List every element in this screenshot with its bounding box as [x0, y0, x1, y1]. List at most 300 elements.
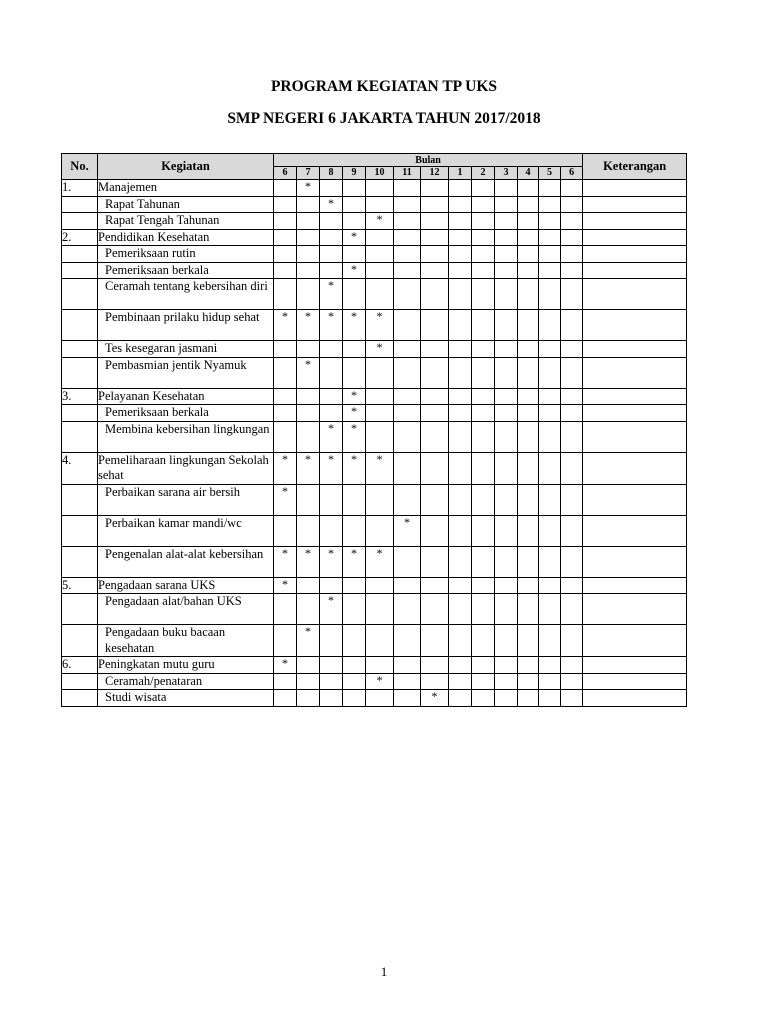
schedule-cell [561, 673, 583, 690]
schedule-cell [297, 196, 320, 213]
schedule-cell [297, 484, 320, 515]
schedule-cell [421, 673, 449, 690]
row-number [62, 310, 98, 341]
schedule-cell [366, 690, 394, 707]
schedule-cell [449, 310, 472, 341]
schedule-cell [274, 196, 297, 213]
schedule-cell [539, 341, 561, 358]
schedule-cell [539, 657, 561, 674]
table-row [62, 515, 687, 546]
table-row [62, 213, 687, 230]
schedule-cell [495, 341, 518, 358]
schedule-mark: * [320, 452, 343, 484]
schedule-cell [472, 515, 495, 546]
schedule-cell [366, 577, 394, 594]
notes-cell [583, 405, 687, 422]
table-row [62, 625, 687, 657]
header-month: 8 [320, 167, 343, 180]
table-row [62, 229, 687, 246]
activity-name: Pengenalan alat-alat kebersihan [98, 546, 274, 577]
schedule-cell [421, 546, 449, 577]
schedule-cell [495, 594, 518, 625]
header-month: 7 [297, 167, 320, 180]
schedule-cell [495, 279, 518, 310]
header-no: No. [62, 154, 98, 180]
table-row [62, 388, 687, 405]
row-number [62, 421, 98, 452]
schedule-cell [320, 213, 343, 230]
header-month: 6 [274, 167, 297, 180]
schedule-cell [343, 515, 366, 546]
schedule-mark: * [343, 405, 366, 422]
notes-cell [583, 690, 687, 707]
row-number [62, 341, 98, 358]
schedule-cell [421, 246, 449, 263]
schedule-cell [366, 625, 394, 657]
schedule-cell [366, 388, 394, 405]
schedule-cell [274, 594, 297, 625]
schedule-cell [539, 452, 561, 484]
schedule-cell [366, 357, 394, 388]
schedule-mark: * [343, 229, 366, 246]
schedule-cell [449, 246, 472, 263]
notes-cell [583, 452, 687, 484]
schedule-cell [539, 673, 561, 690]
schedule-cell [394, 594, 421, 625]
schedule-cell [561, 546, 583, 577]
schedule-cell [449, 546, 472, 577]
schedule-cell [394, 229, 421, 246]
schedule-cell [561, 452, 583, 484]
schedule-mark: * [320, 594, 343, 625]
schedule-cell [366, 196, 394, 213]
schedule-cell [518, 196, 539, 213]
schedule-cell [394, 341, 421, 358]
schedule-cell [394, 262, 421, 279]
schedule-cell [343, 625, 366, 657]
schedule-cell [449, 262, 472, 279]
table-row [62, 405, 687, 422]
header-month: 5 [539, 167, 561, 180]
schedule-cell [561, 657, 583, 674]
schedule-cell [297, 341, 320, 358]
row-number [62, 279, 98, 310]
schedule-mark: * [421, 690, 449, 707]
schedule-cell [518, 180, 539, 197]
schedule-cell [472, 673, 495, 690]
schedule-cell [274, 625, 297, 657]
schedule-cell [274, 341, 297, 358]
activity-name: Pembasmian jentik Nyamuk [98, 357, 274, 388]
schedule-cell [394, 357, 421, 388]
schedule-cell [421, 357, 449, 388]
activity-name: Pengadaan alat/bahan UKS [98, 594, 274, 625]
schedule-cell [561, 341, 583, 358]
schedule-cell [495, 452, 518, 484]
schedule-cell [495, 357, 518, 388]
schedule-cell [449, 388, 472, 405]
table-row [62, 421, 687, 452]
schedule-cell [449, 229, 472, 246]
document-title: PROGRAM KEGIATAN TP UKS [270, 78, 498, 95]
schedule-cell [297, 405, 320, 422]
notes-cell [583, 341, 687, 358]
schedule-cell [343, 341, 366, 358]
activity-name: Rapat Tengah Tahunan [98, 213, 274, 230]
schedule-cell [297, 690, 320, 707]
schedule-cell [472, 546, 495, 577]
schedule-mark: * [343, 388, 366, 405]
row-number: 3. [62, 388, 98, 405]
schedule-cell [539, 388, 561, 405]
schedule-cell [394, 452, 421, 484]
schedule-cell [449, 196, 472, 213]
schedule-cell [274, 357, 297, 388]
schedule-cell [495, 388, 518, 405]
schedule-cell [394, 213, 421, 230]
schedule-cell [394, 625, 421, 657]
row-number: 4. [62, 452, 98, 484]
schedule-mark: * [366, 341, 394, 358]
schedule-cell [518, 546, 539, 577]
schedule-cell [421, 421, 449, 452]
schedule-cell [539, 546, 561, 577]
schedule-cell [394, 484, 421, 515]
schedule-cell [449, 690, 472, 707]
row-number [62, 262, 98, 279]
schedule-cell [320, 515, 343, 546]
notes-cell [583, 421, 687, 452]
activity-name: Rapat Tahunan [98, 196, 274, 213]
schedule-cell [449, 484, 472, 515]
activity-name: Pemeriksaan berkala [98, 262, 274, 279]
schedule-cell [421, 341, 449, 358]
schedule-cell [343, 357, 366, 388]
schedule-cell [561, 515, 583, 546]
schedule-cell [495, 180, 518, 197]
schedule-cell [495, 213, 518, 230]
schedule-mark: * [343, 310, 366, 341]
schedule-cell [449, 405, 472, 422]
row-number [62, 625, 98, 657]
schedule-mark: * [320, 310, 343, 341]
row-number [62, 196, 98, 213]
activity-name: Pemeriksaan berkala [98, 405, 274, 422]
schedule-cell [274, 421, 297, 452]
schedule-cell [320, 246, 343, 263]
schedule-cell [343, 673, 366, 690]
header-month: 1 [449, 167, 472, 180]
notes-cell [583, 515, 687, 546]
schedule-cell [449, 180, 472, 197]
schedule-cell [561, 279, 583, 310]
schedule-cell [343, 279, 366, 310]
schedule-cell [561, 357, 583, 388]
activity-name: Peningkatan mutu guru [98, 657, 274, 674]
schedule-cell [518, 262, 539, 279]
table-row [62, 310, 687, 341]
activity-name: Pengadaan sarana UKS [98, 577, 274, 594]
schedule-cell [274, 405, 297, 422]
schedule-cell [449, 515, 472, 546]
schedule-cell [561, 625, 583, 657]
schedule-mark: * [320, 421, 343, 452]
schedule-cell [274, 262, 297, 279]
schedule-cell [472, 357, 495, 388]
activity-name: Studi wisata [98, 690, 274, 707]
row-number [62, 246, 98, 263]
schedule-cell [421, 213, 449, 230]
schedule-cell [561, 421, 583, 452]
schedule-cell [421, 657, 449, 674]
schedule-cell [343, 577, 366, 594]
schedule-cell [449, 279, 472, 310]
schedule-cell [539, 405, 561, 422]
row-number [62, 213, 98, 230]
activity-name: Pemeliharaan lingkungan Sekolah sehat [98, 452, 274, 484]
schedule-cell [320, 262, 343, 279]
activity-schedule-table [61, 153, 687, 707]
schedule-cell [495, 196, 518, 213]
schedule-cell [320, 625, 343, 657]
schedule-cell [320, 673, 343, 690]
schedule-cell [366, 421, 394, 452]
schedule-mark: * [320, 279, 343, 310]
schedule-mark: * [297, 625, 320, 657]
table-row [62, 673, 687, 690]
schedule-cell [495, 229, 518, 246]
header-month: 3 [495, 167, 518, 180]
schedule-cell [472, 421, 495, 452]
notes-cell [583, 279, 687, 310]
schedule-cell [449, 657, 472, 674]
row-number [62, 594, 98, 625]
notes-cell [583, 546, 687, 577]
schedule-cell [495, 625, 518, 657]
schedule-cell [366, 484, 394, 515]
schedule-mark: * [274, 577, 297, 594]
schedule-cell [472, 229, 495, 246]
activity-name: Perbaikan sarana air bersih [98, 484, 274, 515]
row-number: 1. [62, 180, 98, 197]
schedule-cell [394, 388, 421, 405]
schedule-cell [539, 279, 561, 310]
schedule-cell [421, 515, 449, 546]
schedule-cell [472, 213, 495, 230]
schedule-cell [297, 673, 320, 690]
header-month: 10 [366, 167, 394, 180]
schedule-cell [472, 690, 495, 707]
activity-name: Manajemen [98, 180, 274, 197]
schedule-cell [274, 229, 297, 246]
schedule-cell [297, 246, 320, 263]
notes-cell [583, 246, 687, 263]
schedule-cell [366, 246, 394, 263]
schedule-cell [518, 405, 539, 422]
schedule-cell [449, 594, 472, 625]
schedule-cell [449, 421, 472, 452]
schedule-cell [472, 262, 495, 279]
schedule-cell [561, 310, 583, 341]
schedule-cell [518, 310, 539, 341]
schedule-mark: * [366, 673, 394, 690]
schedule-mark: * [394, 515, 421, 546]
schedule-cell [518, 577, 539, 594]
schedule-cell [343, 246, 366, 263]
row-number [62, 484, 98, 515]
schedule-cell [421, 594, 449, 625]
notes-cell [583, 388, 687, 405]
schedule-cell [297, 515, 320, 546]
schedule-cell [518, 657, 539, 674]
activity-name: Pelayanan Kesehatan [98, 388, 274, 405]
schedule-cell [518, 341, 539, 358]
schedule-cell [495, 246, 518, 263]
schedule-mark: * [297, 452, 320, 484]
schedule-cell [366, 405, 394, 422]
row-number [62, 515, 98, 546]
schedule-cell [421, 388, 449, 405]
table-row [62, 452, 687, 484]
schedule-cell [449, 213, 472, 230]
schedule-cell [421, 196, 449, 213]
schedule-cell [274, 180, 297, 197]
schedule-cell [366, 229, 394, 246]
notes-cell [583, 673, 687, 690]
schedule-cell [449, 452, 472, 484]
schedule-cell [539, 310, 561, 341]
page-number: 1 [380, 964, 388, 979]
activity-name: Ceramah/penataran [98, 673, 274, 690]
schedule-cell [421, 180, 449, 197]
schedule-cell [297, 657, 320, 674]
schedule-cell [274, 246, 297, 263]
schedule-cell [561, 196, 583, 213]
schedule-cell [274, 213, 297, 230]
schedule-cell [518, 213, 539, 230]
schedule-cell [472, 246, 495, 263]
table-row [62, 484, 687, 515]
schedule-cell [320, 405, 343, 422]
schedule-cell [366, 262, 394, 279]
schedule-cell [472, 405, 495, 422]
schedule-cell [421, 405, 449, 422]
activity-name: Pembinaan prilaku hidup sehat [98, 310, 274, 341]
schedule-cell [518, 229, 539, 246]
schedule-mark: * [366, 546, 394, 577]
schedule-cell [449, 357, 472, 388]
schedule-cell [421, 577, 449, 594]
schedule-cell [421, 279, 449, 310]
activity-name: Ceramah tentang kebersihan diri [98, 279, 274, 310]
schedule-cell [320, 690, 343, 707]
schedule-cell [518, 421, 539, 452]
schedule-cell [561, 594, 583, 625]
schedule-cell [343, 690, 366, 707]
schedule-cell [320, 180, 343, 197]
notes-cell [583, 229, 687, 246]
schedule-cell [495, 310, 518, 341]
schedule-cell [421, 484, 449, 515]
schedule-cell [518, 625, 539, 657]
notes-cell [583, 357, 687, 388]
schedule-cell [366, 515, 394, 546]
schedule-cell [472, 577, 495, 594]
table-row [62, 262, 687, 279]
schedule-cell [539, 484, 561, 515]
schedule-cell [297, 421, 320, 452]
schedule-cell [495, 484, 518, 515]
schedule-cell [421, 625, 449, 657]
table-row [62, 546, 687, 577]
schedule-cell [495, 577, 518, 594]
schedule-cell [518, 388, 539, 405]
header-month: 11 [394, 167, 421, 180]
schedule-cell [518, 452, 539, 484]
notes-cell [583, 196, 687, 213]
schedule-cell [343, 484, 366, 515]
schedule-mark: * [297, 310, 320, 341]
schedule-cell [561, 229, 583, 246]
schedule-cell [539, 515, 561, 546]
notes-cell [583, 577, 687, 594]
schedule-cell [539, 577, 561, 594]
notes-cell [583, 310, 687, 341]
schedule-cell [394, 310, 421, 341]
schedule-mark: * [274, 484, 297, 515]
schedule-cell [539, 690, 561, 707]
schedule-cell [518, 484, 539, 515]
schedule-cell [320, 657, 343, 674]
schedule-cell [394, 405, 421, 422]
row-number [62, 690, 98, 707]
header-notes: Keterangan [583, 154, 687, 180]
schedule-cell [472, 196, 495, 213]
schedule-cell [518, 594, 539, 625]
schedule-cell [472, 180, 495, 197]
header-activity: Kegiatan [98, 154, 274, 180]
schedule-cell [421, 229, 449, 246]
schedule-cell [394, 577, 421, 594]
schedule-cell [366, 279, 394, 310]
schedule-cell [495, 405, 518, 422]
table-row [62, 594, 687, 625]
schedule-cell [297, 388, 320, 405]
schedule-cell [495, 262, 518, 279]
schedule-cell [539, 625, 561, 657]
table-row [62, 690, 687, 707]
schedule-cell [394, 196, 421, 213]
header-month: 2 [472, 167, 495, 180]
row-number: 6. [62, 657, 98, 674]
schedule-cell [297, 213, 320, 230]
schedule-mark: * [343, 262, 366, 279]
notes-cell [583, 180, 687, 197]
schedule-cell [394, 180, 421, 197]
schedule-cell [297, 577, 320, 594]
table-row [62, 577, 687, 594]
schedule-cell [561, 690, 583, 707]
schedule-cell [274, 673, 297, 690]
schedule-cell [495, 515, 518, 546]
schedule-cell [561, 246, 583, 263]
schedule-cell [539, 246, 561, 263]
schedule-cell [472, 279, 495, 310]
schedule-cell [472, 657, 495, 674]
header-month: 6 [561, 167, 583, 180]
schedule-cell [449, 341, 472, 358]
table-row [62, 657, 687, 674]
